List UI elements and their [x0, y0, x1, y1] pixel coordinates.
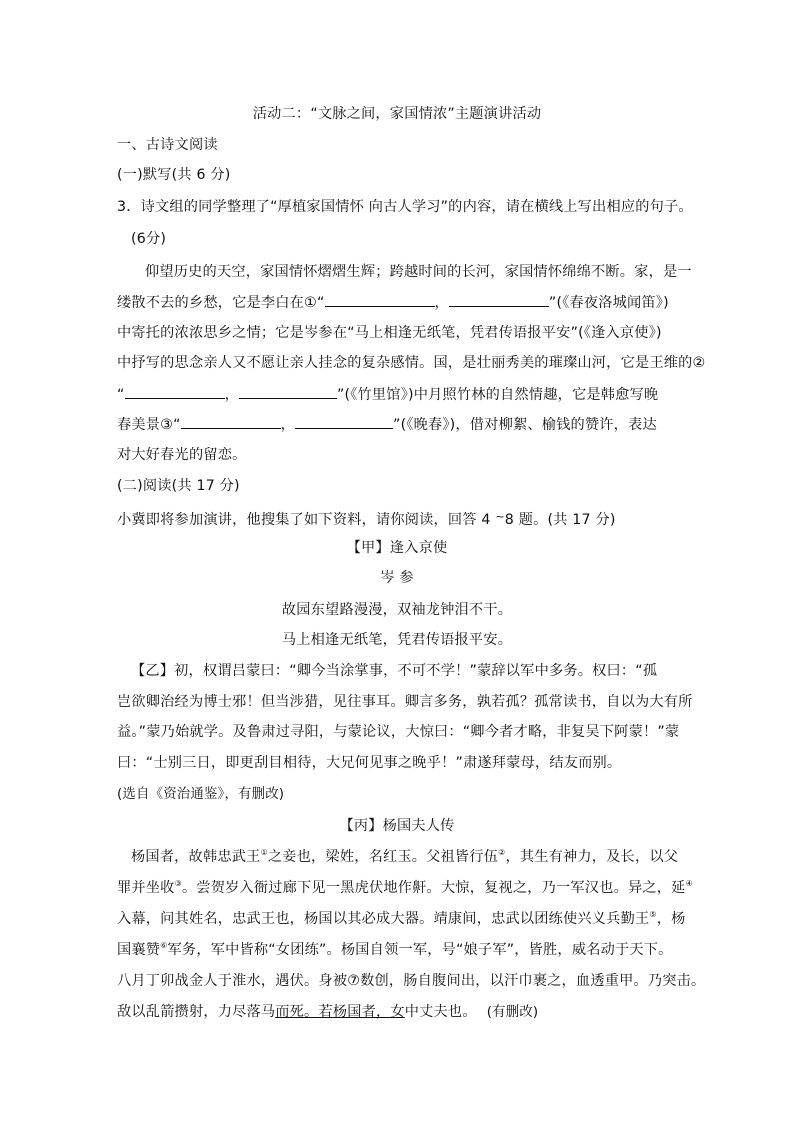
passage-line: 中寄托的浓浓思乡之情；它是岑参在“马上相逢无纸笔，凭君传语报平安”(《逢入京使》) [117, 325, 662, 341]
text-c-line [131, 847, 678, 867]
subsection-reading: (二)阅读(共 17 分) [117, 478, 240, 494]
text-c-line [117, 878, 693, 898]
text-c-segment: 国襄赞 [117, 942, 161, 958]
footnote-marker: ② [498, 848, 506, 857]
intro-text: 小冀即将参加演讲，他搜集了如下资料，请你阅读，回答 4 [117, 512, 496, 528]
tilde: ~ [495, 510, 505, 523]
text-c-segment: 之妾也，梁姓，名红玉。父祖皆行伍 [267, 849, 499, 865]
passage-text: 春美景③“ [117, 417, 181, 433]
answer-blank-3a[interactable] [181, 414, 281, 429]
poem-title: 【甲】逢入京使 [346, 540, 448, 556]
text-c-line [117, 1002, 538, 1023]
answer-blank-2a[interactable] [125, 384, 225, 399]
footnote-marker: ③ [174, 879, 182, 888]
passage-text: ”(《春夜洛城闻笛》) [548, 295, 669, 311]
passage-text: ”(《晚春》)，借对柳絮、榆钱的赞许，表达 [393, 417, 657, 433]
answer-blank-1a[interactable] [325, 292, 435, 307]
text-c-segment: 军务，军中皆称“女团练”。杨国自领一军，号“娘子军”，皆胜，威名动于天下。 [167, 942, 673, 958]
comma: ， [224, 387, 239, 403]
text-c-segment: 中丈夫也。 [404, 1004, 477, 1020]
text-b-line: 岂欲卿治经为博士邪！但当涉猎，见往事耳。卿言多务，孰若孤？孤常读书，自以为大有所 [117, 694, 693, 710]
text-b-line: 【乙】初，权谓吕蒙曰：“卿今当涂掌事，不可不学！”蒙辞以军中多务。权曰：“孤 [131, 663, 658, 679]
passage-text: ”(《竹里馆》)中月照竹林的自然情趣，它是韩愈写晚 [336, 387, 659, 403]
answer-blank-1b[interactable] [449, 292, 549, 307]
poem-author: 岑 参 [380, 570, 414, 586]
text-c-segment: 。尝贺岁入衙过廊下见一黑虎伏地作鼾。大惊，复视之，乃一军汉也。异之，延 [181, 880, 686, 896]
text-b-line: 益。”蒙乃始就学。及鲁肃过寻阳，与蒙论议，大惊曰：“卿今者才略，非复吴下阿蒙！”蒙 [117, 724, 680, 740]
intro-text: 8 题。(共 17 分) [504, 512, 616, 528]
comma: ， [434, 295, 449, 311]
passage-line [117, 292, 669, 313]
passage-text: “ [117, 387, 125, 403]
section-heading: 一、古诗文阅读 [117, 137, 218, 153]
question-3-score: (6分) [131, 231, 167, 247]
footnote-marker: ① [260, 848, 268, 857]
text-c-segment: ，其生有神力，及长，以父 [505, 849, 679, 865]
underlined-sentence: 而死。若杨国者，女 [275, 1004, 405, 1020]
text-c-title: 【丙】杨国夫人传 [339, 818, 455, 834]
text-c-source: (有删改) [486, 1005, 539, 1020]
comma: ， [280, 417, 296, 433]
passage-line: 对大好春光的留恋。 [117, 447, 247, 463]
passage-line [117, 384, 658, 405]
text-b-line: 曰：“士别三日，即更刮目相待，大兄何见事之晚乎！”肃遂拜蒙母，结友而别。 [117, 755, 622, 771]
text-c-line [117, 940, 673, 960]
text-c-segment: 罪并坐收 [117, 880, 175, 896]
text-c-line: 八月丁卯战金人于淮水，遇伏。身被⑦数创，肠自腹间出，以汗巾裹之，血透重甲。乃突击。 [117, 973, 706, 989]
text-c-segment: 杨国者，故韩忠武王 [131, 849, 261, 865]
subsection-dictation: (一)默写(共 6 分) [117, 167, 231, 183]
text-b-source: (选自《资治通鉴》，有删改) [117, 787, 285, 802]
text-c-segment: 入幕，问其姓名，忠武王也，杨国以其必成大器。靖康间，忠武以团练使兴义兵勤王 [117, 911, 650, 927]
question-3-prompt: 3．诗文组的同学整理了“厚植家国情怀 向古人学习”的内容，请在横线上写出相应的句子。 [117, 199, 693, 215]
poem-line: 马上相逢无纸笔，凭君传语报平安。 [281, 632, 513, 648]
footnote-marker: ⑥ [160, 941, 168, 950]
answer-blank-2b[interactable] [239, 384, 337, 399]
activity-title: 活动二：“文脉之间，家国情浓”主题演讲活动 [252, 106, 542, 122]
text-c-segment: 敌以乱箭攒射，力尽落马 [117, 1004, 276, 1020]
footnote-marker: ④ [685, 879, 693, 888]
answer-blank-3b[interactable] [295, 414, 393, 429]
passage-line: 仰望历史的天空，家国情怀熠熠生辉；跨越时间的长河，家国情怀绵绵不断。家，是一 [145, 264, 692, 280]
passage-text: 缕散不去的乡愁，它是李白在①“ [117, 295, 325, 311]
text-c-segment: ，杨 [656, 911, 686, 927]
poem-line: 故园东望路漫漫，双袖龙钟泪不干。 [281, 602, 513, 618]
footnote-marker: ⑤ [649, 910, 657, 919]
passage-line [117, 414, 657, 435]
text-c-line [117, 909, 686, 929]
passage-line: 中抒写的思念亲人又不愿让亲人挂念的复杂感情。国，是壮丽秀美的璀璨山河，它是王维的② [117, 355, 706, 371]
reading-intro [117, 507, 616, 530]
